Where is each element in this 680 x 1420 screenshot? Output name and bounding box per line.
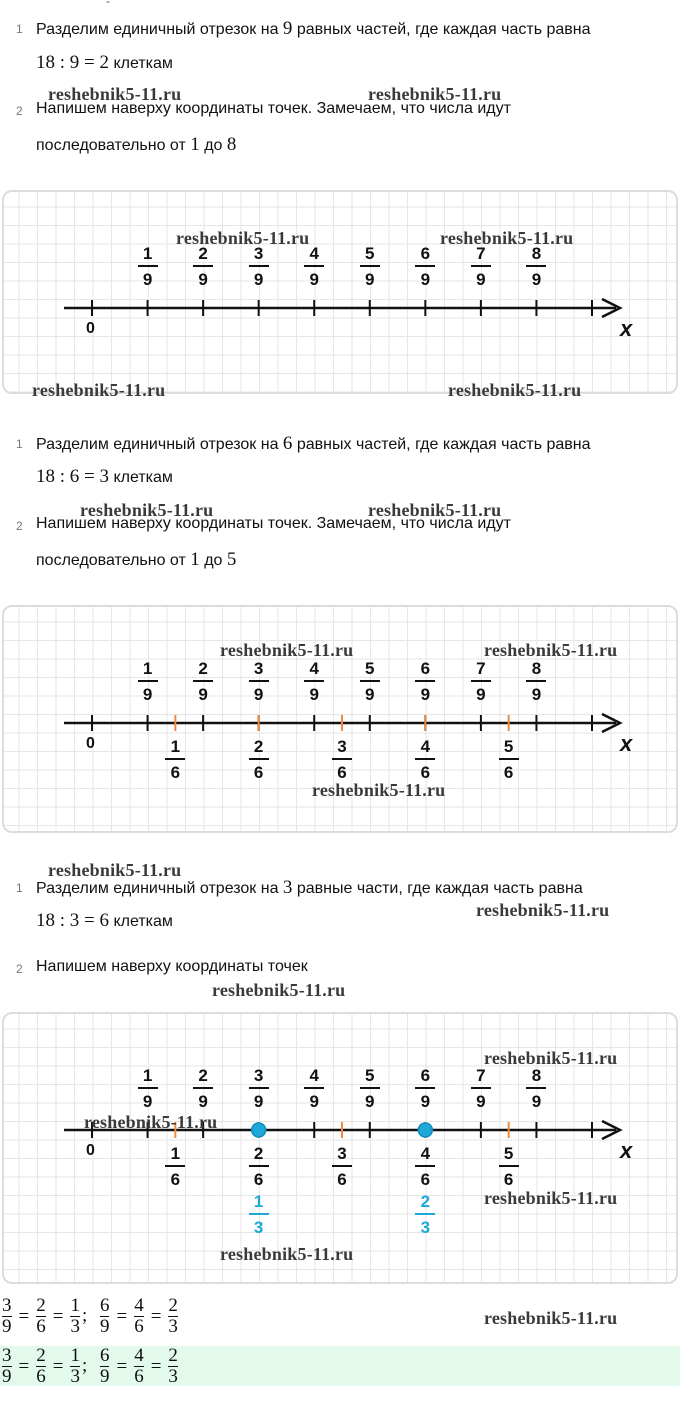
third-label: 1 3	[244, 1192, 274, 1237]
third-point	[418, 1123, 432, 1137]
step3-cells-text: клеткам	[113, 913, 173, 930]
axis-label: x	[620, 731, 633, 756]
step-number: 2	[16, 104, 23, 118]
step1-line1-text: Разделим единичный отрезок на	[36, 21, 279, 38]
step1-line4	[36, 134, 236, 156]
step3-line1-tail: равные части, где каждая часть равна	[296, 880, 583, 897]
ninth-label: 2 9	[188, 244, 218, 289]
result-frac-2-3: $\frac{2}{3}$	[168, 1295, 178, 1337]
watermark: reshebnik5-11.ru	[484, 640, 618, 660]
result-frac-6-9: $\frac{6}{9}$	[99, 1295, 110, 1337]
top-mark: -	[106, 0, 110, 8]
result-frac-3-9: $\frac{3}{9}$	[2, 1346, 12, 1386]
step1-to-word: до	[204, 137, 223, 154]
step2-line1	[36, 433, 591, 455]
result-frac-2-6: $\frac{2}{6}$	[36, 1346, 46, 1386]
result-equality-highlight: $\frac{3}{9}$ = $\frac{2}{6}$ = $\frac{1}{3}$ ; $\frac{6}{9}$ = $\frac{4}{6}$ = $\frac{2}{3}$	[0, 1346, 680, 1386]
step1-cells-text: клеткам	[113, 55, 173, 72]
step-number: 2	[16, 519, 23, 533]
origin-label: 0	[86, 1142, 95, 1159]
ninth-label: 5 9	[355, 1066, 385, 1111]
watermark: reshebnik5-11.ru	[368, 84, 502, 104]
ninth-label: 6 9	[410, 659, 440, 704]
step2-from: 1	[190, 549, 200, 570]
watermark: reshebnik5-11.ru	[484, 1188, 618, 1208]
ninth-label: 1 9	[133, 659, 163, 704]
step-number: 1	[16, 437, 23, 451]
sixth-label: 4 6	[410, 737, 440, 782]
third-point	[252, 1123, 266, 1137]
result-frac-3-9: $\frac{3}{9}$	[2, 1295, 12, 1337]
watermark: reshebnik5-11.ru	[220, 1244, 354, 1264]
watermark: reshebnik5-11.ru	[440, 228, 574, 248]
ninth-label: 4 9	[299, 659, 329, 704]
sixth-label: 2 6	[244, 1144, 274, 1189]
result-separator: ;	[81, 1354, 88, 1376]
ninth-label: 3 9	[244, 244, 274, 289]
ninth-label: 6 9	[410, 1066, 440, 1111]
sixth-label: 5 6	[494, 737, 524, 782]
sixth-label: 1 6	[160, 1144, 190, 1189]
watermark: reshebnik5-11.ru	[368, 500, 502, 520]
ninth-label: 4 9	[299, 244, 329, 289]
result-frac-4-6: $\frac{4}{6}$	[134, 1346, 144, 1386]
origin-label: 0	[86, 320, 95, 337]
ninth-label: 7 9	[466, 1066, 496, 1111]
step1-to: 8	[226, 134, 237, 155]
ninth-label: 1 9	[133, 1066, 163, 1111]
watermark: reshebnik5-11.ru	[312, 780, 446, 800]
step2-division: 18 : 6 = 3	[36, 466, 109, 487]
watermark: reshebnik5-11.ru	[484, 1048, 618, 1068]
third-label: 2 3	[410, 1192, 440, 1237]
step1-line1-tail: равных частей, где каждая часть равна	[296, 21, 591, 38]
ninth-label: 3 9	[244, 659, 274, 704]
ninth-label: 3 9	[244, 1066, 274, 1111]
result-equality: $\frac{3}{9}$ = $\frac{2}{6}$ = $\frac{1}{3}$ ; $\frac{6}{9}$ = $\frac{4}{6}$ = $\frac{2}{3}$	[2, 1295, 178, 1337]
ninth-label: 8 9	[521, 659, 551, 704]
ninth-label: 5 9	[355, 244, 385, 289]
result-frac-4-6: $\frac{4}{6}$	[134, 1295, 144, 1337]
step-number: 1	[16, 881, 23, 895]
step1-parts-count: 9	[282, 18, 293, 39]
step-number: 2	[16, 962, 23, 976]
watermark: reshebnik5-11.ru	[80, 500, 214, 520]
result-frac-2-6: $\frac{2}{6}$	[36, 1295, 46, 1337]
ninth-label: 1 9	[133, 244, 163, 289]
number-line-panel-1	[2, 190, 678, 394]
ninth-label: 8 9	[521, 1066, 551, 1111]
step2-line4	[36, 549, 236, 571]
watermark: reshebnik5-11.ru	[32, 380, 166, 400]
result-frac-6-9: $\frac{6}{9}$	[99, 1346, 110, 1386]
ninth-label: 2 9	[188, 659, 218, 704]
result-separator: ;	[81, 1304, 88, 1326]
step2-line4-text: последовательно от	[36, 552, 186, 569]
step1-line3: Напишем наверху координаты точек. Замечаем, что числа идут	[36, 100, 511, 117]
axis-label: x	[620, 1138, 633, 1163]
step-number: 1	[16, 22, 23, 36]
step2-cells-text: клеткам	[113, 469, 173, 486]
step2-parts-count: 6	[282, 433, 293, 454]
watermark: reshebnik5-11.ru	[220, 640, 354, 660]
result-frac-1-3: $\frac{1}{3}$	[70, 1295, 80, 1337]
ninth-label: 6 9	[410, 244, 440, 289]
sixth-label: 4 6	[410, 1144, 440, 1189]
result-frac-1-3: $\frac{1}{3}$	[70, 1346, 80, 1386]
ninth-label: 8 9	[521, 244, 551, 289]
origin-label: 0	[86, 735, 95, 752]
step3-division: 18 : 3 = 6	[36, 910, 109, 931]
ninth-label: 2 9	[188, 1066, 218, 1111]
step2-line1-tail: равных частей, где каждая часть равна	[296, 436, 591, 453]
step1-division: 18 : 9 = 2	[36, 52, 109, 73]
step3-line2	[36, 910, 173, 932]
step1-from: 1	[190, 134, 200, 155]
sixth-label: 2 6	[244, 737, 274, 782]
step3-parts-count: 3	[282, 877, 293, 898]
watermark: reshebnik5-11.ru	[448, 380, 582, 400]
ninth-label: 5 9	[355, 659, 385, 704]
step2-to-word: до	[204, 552, 223, 569]
watermark: reshebnik5-11.ru	[48, 860, 182, 880]
sixth-label: 1 6	[160, 737, 190, 782]
watermark: reshebnik5-11.ru	[176, 228, 310, 248]
ninth-label: 7 9	[466, 244, 496, 289]
step2-line3: Напишем наверху координаты точек. Замечаем, что числа идут	[36, 515, 511, 532]
watermark: reshebnik5-11.ru	[484, 1308, 618, 1328]
watermark: reshebnik5-11.ru	[476, 900, 610, 920]
watermark: reshebnik5-11.ru	[212, 980, 346, 1000]
step1-line4-text: последовательно от	[36, 137, 186, 154]
result-frac-2-3: $\frac{2}{3}$	[168, 1346, 178, 1386]
watermark: reshebnik5-11.ru	[84, 1112, 218, 1132]
step3-line3: Напишем наверху координаты точек	[36, 958, 308, 975]
step2-to: 5	[226, 549, 237, 570]
step2-line1-text: Разделим единичный отрезок на	[36, 436, 279, 453]
sixth-label: 3 6	[327, 1144, 357, 1189]
step1-line1	[36, 18, 591, 40]
axis-label: x	[620, 316, 633, 341]
ninth-label: 4 9	[299, 1066, 329, 1111]
watermark: reshebnik5-11.ru	[48, 84, 182, 104]
step3-line1-text: Разделим единичный отрезок на	[36, 880, 279, 897]
step2-line2	[36, 466, 173, 488]
step1-line2	[36, 52, 173, 74]
number-line-svg	[4, 192, 678, 394]
ninth-label: 7 9	[466, 659, 496, 704]
sixth-label: 5 6	[494, 1144, 524, 1189]
sixth-label: 3 6	[327, 737, 357, 782]
